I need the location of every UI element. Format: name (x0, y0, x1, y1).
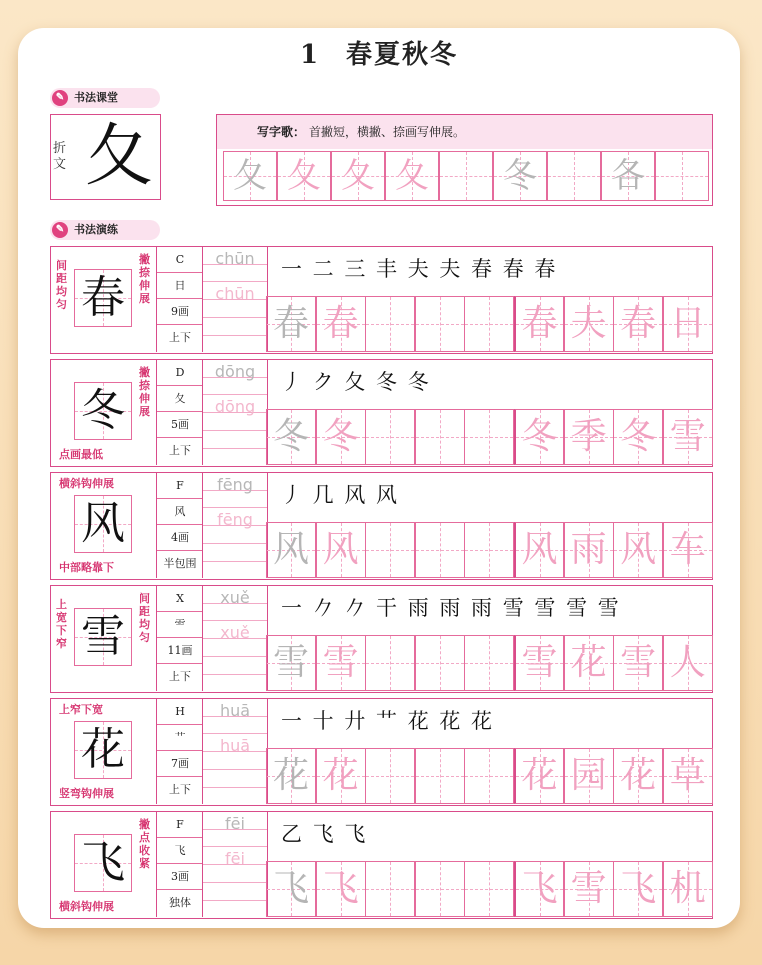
practice-char: 花 (570, 642, 607, 683)
practice-cell[interactable] (564, 522, 614, 578)
practice-char: 季 (570, 416, 607, 457)
practice-char: 冬 (272, 416, 309, 457)
song-practice-row (223, 151, 712, 203)
practice-char: 风 (322, 529, 359, 570)
practice-char: 雪 (620, 642, 657, 683)
char-info (156, 473, 203, 578)
model-char: 风 (81, 498, 125, 549)
model-char-cell (74, 834, 132, 892)
stroke-order: 丿 几 风 风 (281, 483, 400, 507)
brush-icon: ✎ (52, 90, 68, 106)
practice-char: 花 (272, 755, 309, 796)
practice-char: 雪 (570, 868, 607, 909)
pinyin-model: fēi (225, 814, 245, 833)
practice-cell[interactable] (316, 522, 366, 578)
practice-cell[interactable] (514, 635, 564, 691)
char-radical: 艹 (157, 725, 203, 751)
brush-icon: ✎ (52, 222, 68, 238)
practice-cell[interactable] (266, 861, 316, 917)
pinyin-model: fēng (217, 475, 253, 494)
pinyin-model: huā (219, 701, 251, 720)
pinyin-box (202, 699, 268, 804)
song-practice-cell[interactable] (331, 151, 385, 201)
pinyin-trace: xuě (220, 623, 250, 642)
char-structure: 上下 (169, 783, 191, 796)
practice-cell[interactable] (613, 409, 663, 465)
pinyin-box (202, 247, 268, 352)
writing-song-text: 首撇短，横撇、捺画写伸展。 (309, 125, 466, 139)
practice-cell[interactable] (415, 409, 465, 465)
practice-char: 春 (521, 303, 558, 344)
practice-cell[interactable] (415, 861, 465, 917)
writing-tip: 撇捺伸展 (139, 366, 150, 418)
practice-char: 日 (669, 303, 706, 344)
practice-cell[interactable] (464, 861, 514, 917)
writing-song-box (216, 114, 713, 206)
writing-tip: 竖弯钩伸展 (59, 787, 114, 800)
stroke-order: 一 十 廾 艹 花 花 花 (281, 709, 495, 733)
practice-cell[interactable] (613, 296, 663, 352)
model-char-cell (74, 608, 132, 666)
practice-char: 冬 (521, 416, 558, 457)
song-practice-char: 夂 (287, 156, 321, 196)
char-letter: H (157, 699, 203, 725)
writing-tip: 间距均匀 (139, 592, 150, 644)
practice-cell[interactable] (464, 522, 514, 578)
practice-cell[interactable] (316, 296, 366, 352)
worksheet-page (18, 28, 740, 928)
char-info (156, 360, 203, 465)
practice-char: 车 (669, 529, 706, 570)
practice-cell[interactable] (514, 296, 564, 352)
model-char: 飞 (81, 837, 125, 888)
writing-song (217, 115, 712, 149)
model-char-cell (74, 495, 132, 553)
practice-cell[interactable] (415, 522, 465, 578)
practice-cell[interactable] (316, 635, 366, 691)
writing-tip: 间距均匀 (56, 259, 67, 311)
char-strokes: 3画 (157, 864, 203, 890)
practice-cell[interactable] (564, 296, 614, 352)
practice-cell[interactable] (365, 861, 415, 917)
practice-char: 飞 (272, 868, 309, 909)
fold-box (50, 114, 161, 200)
char-strokes: 5画 (157, 412, 203, 438)
practice-cell[interactable] (266, 409, 316, 465)
char-radical: 飞 (157, 838, 203, 864)
practice-cell[interactable] (266, 748, 316, 804)
stroke-order: 丿 ク 夂 冬 冬 (281, 370, 431, 394)
practice-cell[interactable] (464, 296, 514, 352)
practice-cell[interactable] (663, 861, 713, 917)
practice-cell[interactable] (266, 635, 316, 691)
practice-char: 草 (669, 755, 706, 796)
stroke-order: 一 𠂊 𠂊 干 雨 雨 雨 雪 雪 雪 雪 (281, 596, 621, 620)
practice-char: 风 (272, 529, 309, 570)
pinyin-model: dōng (214, 362, 256, 381)
writing-tip: 撇点收紧 (139, 818, 150, 870)
lesson-title (18, 34, 740, 71)
practice-cell[interactable] (415, 296, 465, 352)
song-practice-cell[interactable] (385, 151, 439, 201)
writing-song-label: 写字歌： (257, 125, 306, 139)
practice-cell[interactable] (365, 748, 415, 804)
char-info (156, 247, 203, 352)
practice-cell[interactable] (514, 748, 564, 804)
char-strokes: 11画 (157, 638, 203, 664)
fold-char: 夂 (84, 117, 153, 196)
model-char: 花 (81, 724, 125, 775)
practice-cell[interactable] (613, 522, 663, 578)
writing-tip: 点画最低 (59, 448, 103, 461)
song-practice-cell[interactable] (493, 151, 547, 201)
practice-char: 雪 (322, 642, 359, 683)
practice-cell[interactable] (464, 409, 514, 465)
char-letter: X (157, 586, 203, 612)
practice-cell[interactable] (613, 748, 663, 804)
writing-tip: 上窄下宽 (59, 703, 103, 716)
pinyin-trace: chūn (215, 284, 255, 303)
song-practice-char: 夂 (395, 156, 429, 196)
song-practice-cell[interactable] (655, 151, 709, 201)
practice-char: 飞 (620, 868, 657, 909)
practice-cell[interactable] (365, 522, 415, 578)
pinyin-box (202, 812, 268, 917)
practice-char: 花 (620, 755, 657, 796)
model-char-cell (74, 721, 132, 779)
practice-char: 春 (322, 303, 359, 344)
writing-tip: 撇捺伸展 (139, 253, 150, 305)
practice-char: 花 (521, 755, 558, 796)
section-classroom (50, 88, 160, 108)
practice-cell[interactable] (266, 296, 316, 352)
practice-char: 雪 (521, 642, 558, 683)
practice-char: 风 (521, 529, 558, 570)
practice-cell[interactable] (514, 522, 564, 578)
practice-char: 人 (669, 642, 706, 683)
stroke-order: 一 二 三 丰 夫 夫 春 春 春 (281, 257, 558, 281)
practice-cell[interactable] (613, 861, 663, 917)
fold-label: 折文 (53, 141, 67, 172)
practice-cell[interactable] (564, 409, 614, 465)
writing-tip: 横斜钩伸展 (59, 900, 114, 913)
practice-cell[interactable] (266, 522, 316, 578)
char-structure: 独体 (169, 896, 191, 909)
song-practice-char: 夂 (233, 156, 267, 196)
practice-char: 飞 (521, 868, 558, 909)
char-info (156, 812, 203, 917)
practice-cell[interactable] (663, 635, 713, 691)
practice-cell[interactable] (663, 748, 713, 804)
practice-char: 雨 (570, 529, 607, 570)
char-structure: 半包围 (163, 557, 197, 570)
song-practice-cell[interactable] (547, 151, 601, 201)
practice-row (50, 472, 713, 580)
char-structure: 上下 (169, 670, 191, 683)
practice-cell[interactable] (564, 861, 614, 917)
song-practice-cell[interactable] (277, 151, 331, 201)
practice-char: 园 (570, 755, 607, 796)
writing-tip: 中部略靠下 (59, 561, 114, 574)
model-char-cell (74, 269, 132, 327)
practice-char: 花 (322, 755, 359, 796)
practice-cell[interactable] (663, 522, 713, 578)
char-info (156, 586, 203, 691)
practice-cell[interactable] (464, 635, 514, 691)
practice-char: 冬 (620, 416, 657, 457)
char-strokes: 7画 (157, 751, 203, 777)
section-practice-label: 书法演练 (74, 223, 118, 236)
practice-cell[interactable] (365, 296, 415, 352)
writing-tip: 横斜钩伸展 (59, 477, 114, 490)
practice-cell[interactable] (564, 635, 614, 691)
practice-cell[interactable] (415, 748, 465, 804)
char-info (156, 699, 203, 804)
pinyin-box (202, 586, 268, 691)
song-practice-cell[interactable] (601, 151, 655, 201)
pinyin-model: xuě (220, 588, 250, 607)
practice-char: 春 (620, 303, 657, 344)
char-letter: C (157, 247, 203, 273)
lesson-name: 春夏秋冬 (346, 40, 459, 70)
practice-cell[interactable] (316, 861, 366, 917)
char-strokes: 4画 (157, 525, 203, 551)
practice-char: 飞 (322, 868, 359, 909)
writing-tip: 上宽下窄 (56, 598, 67, 650)
practice-row (50, 698, 713, 806)
char-structure: 上下 (169, 331, 191, 344)
practice-cell[interactable] (663, 409, 713, 465)
practice-cell[interactable] (464, 748, 514, 804)
section-practice (50, 220, 160, 240)
pinyin-trace: fēng (217, 510, 253, 529)
practice-cell[interactable] (365, 635, 415, 691)
pinyin-model: chūn (215, 249, 255, 268)
practice-cell[interactable] (514, 409, 564, 465)
pinyin-box (202, 473, 268, 578)
song-practice-char: 冬 (503, 156, 537, 196)
practice-cell[interactable] (613, 635, 663, 691)
char-radical: 日 (157, 273, 203, 299)
practice-cell[interactable] (316, 409, 366, 465)
practice-row (50, 246, 713, 354)
song-practice-char: 各 (611, 156, 645, 196)
practice-cell[interactable] (365, 409, 415, 465)
song-practice-char: 夂 (341, 156, 375, 196)
model-char: 雪 (81, 611, 125, 662)
practice-char: 雪 (669, 416, 706, 457)
practice-row (50, 811, 713, 919)
practice-char: 春 (272, 303, 309, 344)
char-strokes: 9画 (157, 299, 203, 325)
pinyin-trace: dōng (214, 397, 256, 416)
model-char-cell (74, 382, 132, 440)
model-char: 春 (81, 272, 125, 323)
section-classroom-label: 书法课堂 (74, 91, 118, 104)
practice-char: 冬 (322, 416, 359, 457)
practice-char: 机 (669, 868, 706, 909)
practice-char: 夫 (570, 303, 607, 344)
model-char: 冬 (81, 385, 125, 436)
char-structure: 上下 (169, 444, 191, 457)
char-radical: 夂 (157, 386, 203, 412)
song-practice-cell[interactable] (223, 151, 277, 201)
char-letter: F (157, 473, 203, 499)
practice-cell[interactable] (316, 748, 366, 804)
practice-cell[interactable] (663, 296, 713, 352)
pinyin-trace: huā (219, 736, 251, 755)
lesson-number: 1 (299, 40, 321, 70)
char-radical: ⻗ (157, 612, 203, 638)
char-letter: D (157, 360, 203, 386)
char-radical: 风 (157, 499, 203, 525)
pinyin-trace: fēi (225, 849, 245, 868)
practice-row (50, 585, 713, 693)
stroke-order: 乙 飞 飞 (281, 822, 368, 846)
practice-cell[interactable] (415, 635, 465, 691)
practice-cell[interactable] (514, 861, 564, 917)
practice-row (50, 359, 713, 467)
song-practice-cell[interactable] (439, 151, 493, 201)
practice-char: 雪 (272, 642, 309, 683)
char-letter: F (157, 812, 203, 838)
practice-cell[interactable] (564, 748, 614, 804)
pinyin-box (202, 360, 268, 465)
practice-char: 风 (620, 529, 657, 570)
